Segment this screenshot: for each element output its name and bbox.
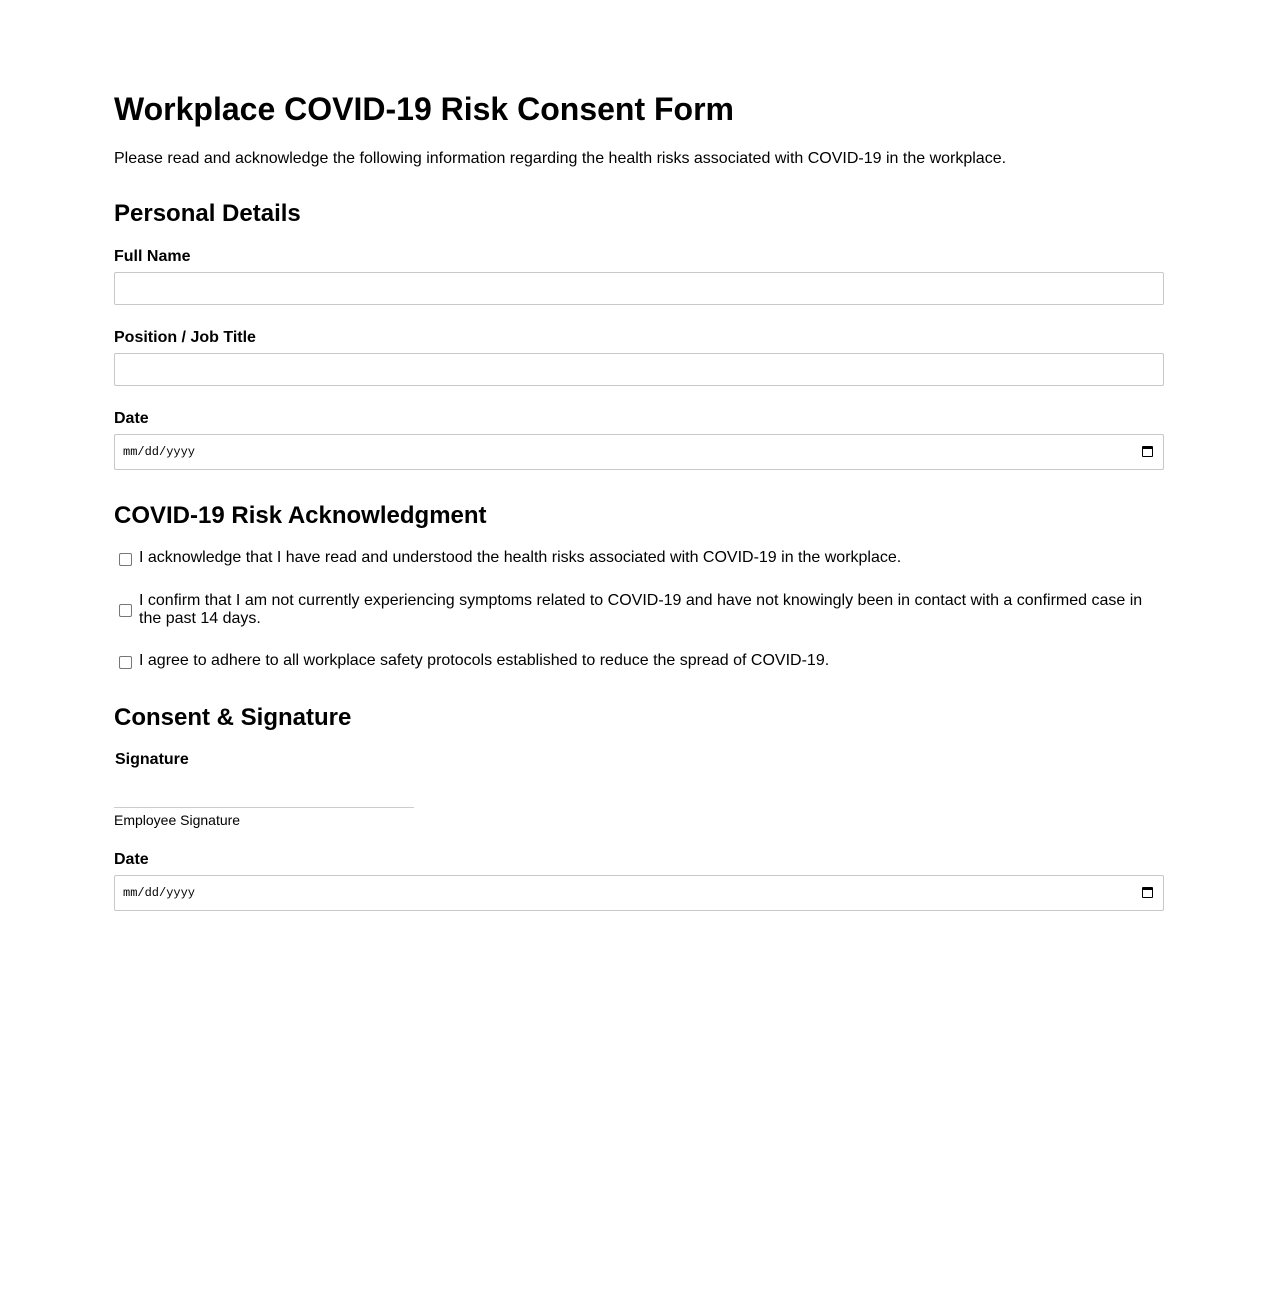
no-symptoms-checkbox[interactable] bbox=[119, 604, 132, 617]
full-name-label: Full Name bbox=[114, 248, 191, 265]
consent-date-label: Date bbox=[114, 851, 149, 868]
full-name-input[interactable] bbox=[114, 272, 1164, 305]
personal-date-placeholder: mm/dd/yyyy bbox=[123, 445, 196, 459]
personal-date-label: Date bbox=[114, 410, 149, 427]
acknowledgment-item-label: I agree to adhere to all workplace safety protocols established to reduce the spread of COVID-19. bbox=[139, 652, 830, 669]
position-label: Position / Job Title bbox=[114, 329, 256, 346]
page-title: Workplace COVID-19 Risk Consent Form bbox=[114, 91, 734, 127]
acknowledge-risks-checkbox[interactable] bbox=[119, 553, 132, 566]
consent-signature-heading: Consent & Signature bbox=[114, 704, 352, 731]
acknowledgment-item-label: I acknowledge that I have read and understood the health risks associated with COVID-19 in the workplace. bbox=[139, 549, 902, 566]
calendar-icon[interactable] bbox=[1142, 446, 1153, 457]
consent-date-input[interactable] bbox=[114, 875, 1164, 911]
safety-protocols-checkbox[interactable] bbox=[119, 656, 132, 669]
calendar-icon[interactable] bbox=[1142, 887, 1153, 898]
signature-line[interactable] bbox=[114, 807, 414, 808]
acknowledgment-item-label: I confirm that I am not currently experiencing symptoms related to COVID-19 and have not knowingly been in contact with a confirmed case in the past 14 days. bbox=[139, 592, 1143, 627]
personal-details-heading: Personal Details bbox=[114, 200, 301, 227]
personal-date-input[interactable] bbox=[114, 434, 1164, 470]
position-input[interactable] bbox=[114, 353, 1164, 386]
intro-text: Please read and acknowledge the following information regarding the health risks associated with COVID-19 in the workplace. bbox=[114, 150, 1007, 167]
signature-label: Signature bbox=[115, 751, 189, 768]
consent-date-placeholder: mm/dd/yyyy bbox=[123, 886, 196, 900]
risk-acknowledgment-heading: COVID-19 Risk Acknowledgment bbox=[114, 502, 487, 529]
signature-caption: Employee Signature bbox=[114, 812, 241, 828]
